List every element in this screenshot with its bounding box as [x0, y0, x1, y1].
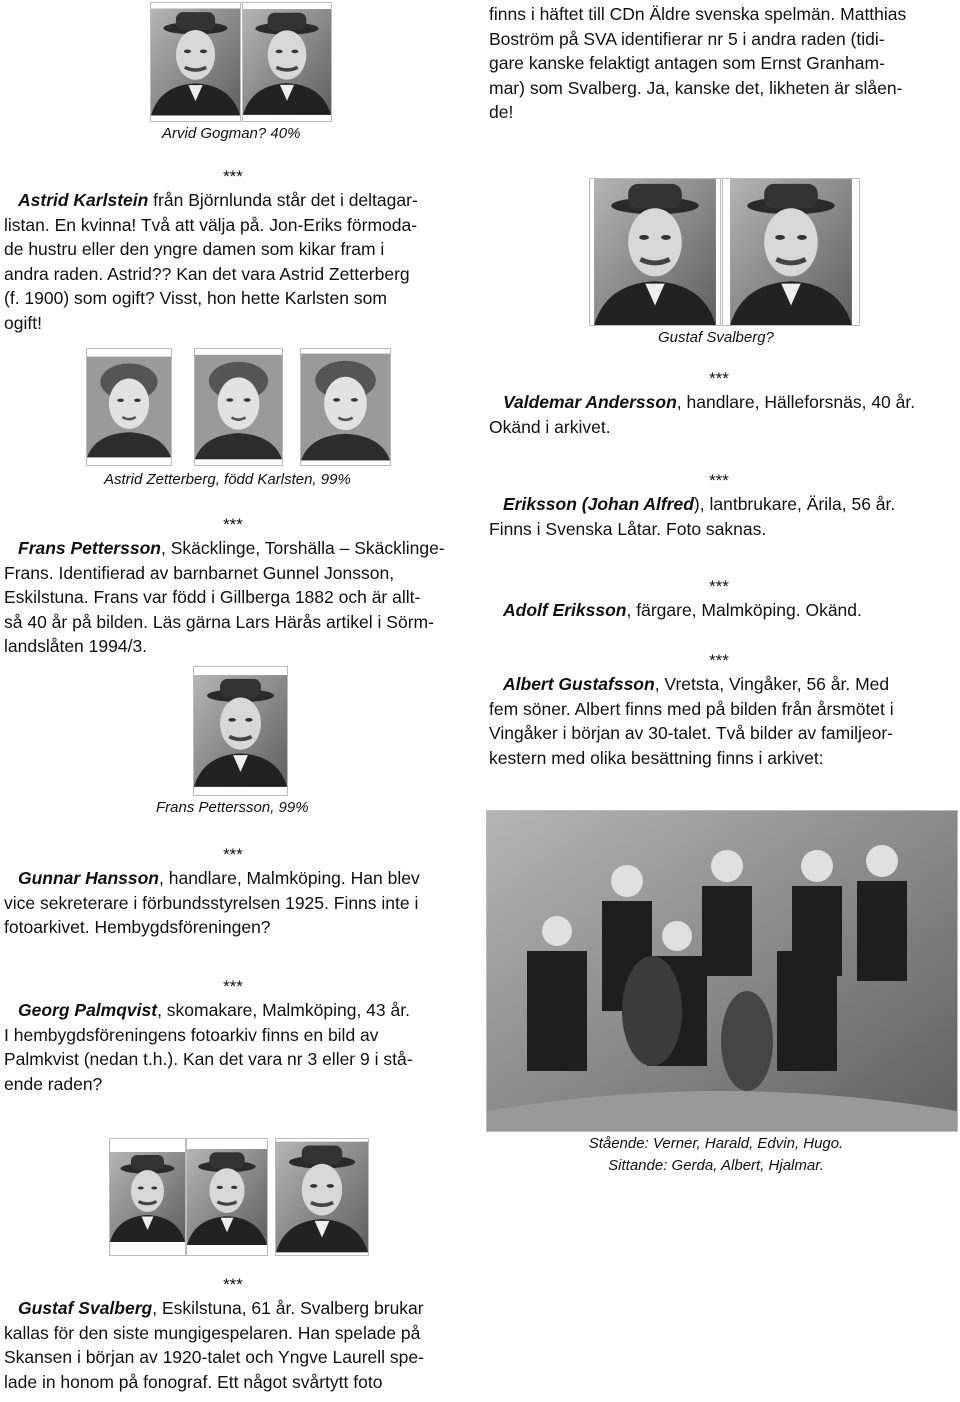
text-line: Okänd i arkivet.: [489, 416, 611, 437]
photo-gustaf-1: [589, 178, 721, 326]
person-name: Gustaf Svalberg: [18, 1298, 153, 1318]
photo-portrait-arvid: [150, 2, 241, 122]
photo-portrait-fiddler: [242, 2, 332, 122]
text-line: fotoarkivet. Hembygdsföreningen?: [4, 917, 271, 938]
separator: ***: [709, 651, 729, 670]
text-line: Skansen i början av 1920-talet och Yngve Laurell spe-: [4, 1347, 424, 1368]
photo-candidate-1: [109, 1138, 186, 1256]
text-line: gare kanske felaktigt antagen som Ernst Granham-: [489, 53, 885, 74]
text-line: de!: [489, 102, 514, 123]
person-name: Frans Pettersson: [18, 538, 161, 558]
text-line: [4, 536, 462, 561]
person-name: Adolf Eriksson: [503, 600, 627, 620]
text-line: kallas för den siste mungigespelaren. Han spelade på: [4, 1322, 421, 1343]
photo-palmkvist: [275, 1138, 369, 1256]
text-line: Boström på SVA identifierar nr 5 i andra raden (tidi-: [489, 28, 885, 49]
text-fragment: , Skäcklinge, Torshälla – Skäcklinge-: [160, 538, 445, 558]
person-name: Valdemar Andersson: [503, 392, 677, 412]
separator: ***: [223, 167, 243, 186]
text-line: andra raden. Astrid?? Kan det vara Astrid Zetterberg: [4, 263, 410, 284]
text-line: listan. En kvinna! Två att välja på. Jon-Eriks förmoda-: [4, 214, 418, 235]
photo-woman-older: [300, 348, 391, 466]
text-line: Palmkvist (nedan t.h.). Kan det vara nr 3 eller 9 i stå-: [4, 1049, 413, 1070]
text-line: landslåten 1994/3.: [4, 636, 148, 657]
right-top-text: [489, 2, 949, 125]
caption-gustaf: Gustaf Svalberg?: [658, 329, 774, 346]
section-eriksson: [489, 472, 949, 541]
text-line: vice sekreterare i förbundsstyrelsen 1925. Finns inte i: [4, 892, 419, 913]
photo-frans: [193, 666, 288, 796]
section-frans: [4, 516, 462, 659]
person-name: Gunnar Hansson: [18, 868, 159, 888]
text-line: Frans. Identifierad av barnbarnet Gunnel Jonsson,: [4, 562, 395, 583]
text-fragment: från Björnlunda står det i deltagar-: [148, 190, 418, 210]
separator: ***: [223, 1275, 243, 1294]
text-line: Finns i Svenska Låtar. Foto saknas.: [489, 518, 767, 539]
person-name: Eriksson (Johan Alfred: [503, 494, 694, 514]
text-line: [489, 598, 949, 623]
separator: ***: [709, 369, 729, 388]
separator: ***: [709, 577, 729, 596]
person-name: Albert Gustafsson: [503, 674, 655, 694]
caption-family-line1: Stående: Verner, Harald, Edvin, Hugo.: [588, 1135, 844, 1152]
section-adolf: [489, 578, 949, 623]
photo-candidate-2: [186, 1138, 268, 1256]
separator: ***: [709, 471, 729, 490]
text-line: [4, 188, 462, 213]
section-georg: [4, 978, 462, 1096]
person-name: Georg Palmqvist: [18, 1000, 158, 1020]
text-line: [4, 998, 462, 1023]
text-fragment: , Eskilstuna, 61 år. Svalberg brukar: [152, 1298, 424, 1318]
text-line: ende raden?: [4, 1073, 103, 1094]
section-gustaf: [4, 1276, 462, 1394]
text-line: kestern med olika besättning finns i arkivet:: [489, 747, 824, 768]
photo-gustaf-2: [722, 178, 860, 326]
text-line: ogift!: [4, 312, 42, 333]
caption-frans: Frans Pettersson, 99%: [156, 799, 309, 816]
caption-family-line2: Sittande: Gerda, Albert, Hjalmar.: [608, 1157, 824, 1174]
photo-woman-fiddle: [194, 348, 283, 466]
section-astrid: [4, 168, 462, 336]
text-line: de hustru eller den yngre damen som kikar fram i: [4, 239, 385, 260]
photo-family-orchestra: [486, 810, 958, 1132]
separator: ***: [223, 977, 243, 996]
section-albert: [489, 652, 949, 770]
text-line: mar) som Svalberg. Ja, kanske det, likheten är slåen-: [489, 77, 903, 98]
text-line: [4, 1296, 462, 1321]
text-line: lade in honom på fonograf. Ett något svårtytt foto: [4, 1371, 383, 1392]
person-name: Astrid Karlstein: [18, 190, 149, 210]
text-line: Eskilstuna. Frans var född i Gillberga 1882 och är allt-: [4, 587, 421, 608]
section-gunnar: [4, 846, 462, 940]
separator: ***: [223, 845, 243, 864]
section-valdemar: [489, 370, 949, 439]
text-fragment: ), lantbrukare, Ärila, 56 år.: [693, 494, 896, 514]
text-line: I hembygdsföreningens fotoarkiv finns en bild av: [4, 1024, 379, 1045]
text-line: så 40 år på bilden. Läs gärna Lars Härås artikel i Sörm-: [4, 611, 434, 632]
text-line: [489, 492, 949, 517]
text-fragment: , handlare, Malmköping. Han blev: [159, 868, 420, 888]
caption-arvid: Arvid Gogman? 40%: [162, 125, 301, 142]
text-line: fem söner. Albert finns med på bilden från årsmötet i: [489, 698, 894, 719]
text-line: [489, 390, 949, 415]
text-line: Vingåker i början av 30-talet. Två bilder av familjeor-: [489, 723, 893, 744]
text-line: (f. 1900) som ogift? Visst, hon hette Karlsten som: [4, 288, 387, 309]
separator: ***: [223, 515, 243, 534]
text-line: finns i häftet till CDn Äldre svenska spelmän. Matthias: [489, 4, 907, 24]
photo-woman-hat: [86, 348, 172, 466]
text-line: [489, 672, 949, 697]
text-fragment: , Vretsta, Vingåker, 56 år. Med: [654, 674, 890, 694]
text-line: [4, 866, 462, 891]
text-fragment: , skomakare, Malmköping, 43 år.: [157, 1000, 410, 1020]
caption-astrid: Astrid Zetterberg, född Karlsten, 99%: [104, 471, 351, 488]
text-fragment: , handlare, Hälleforsnäs, 40 år.: [676, 392, 916, 412]
text-fragment: , färgare, Malmköping. Okänd.: [626, 600, 862, 620]
